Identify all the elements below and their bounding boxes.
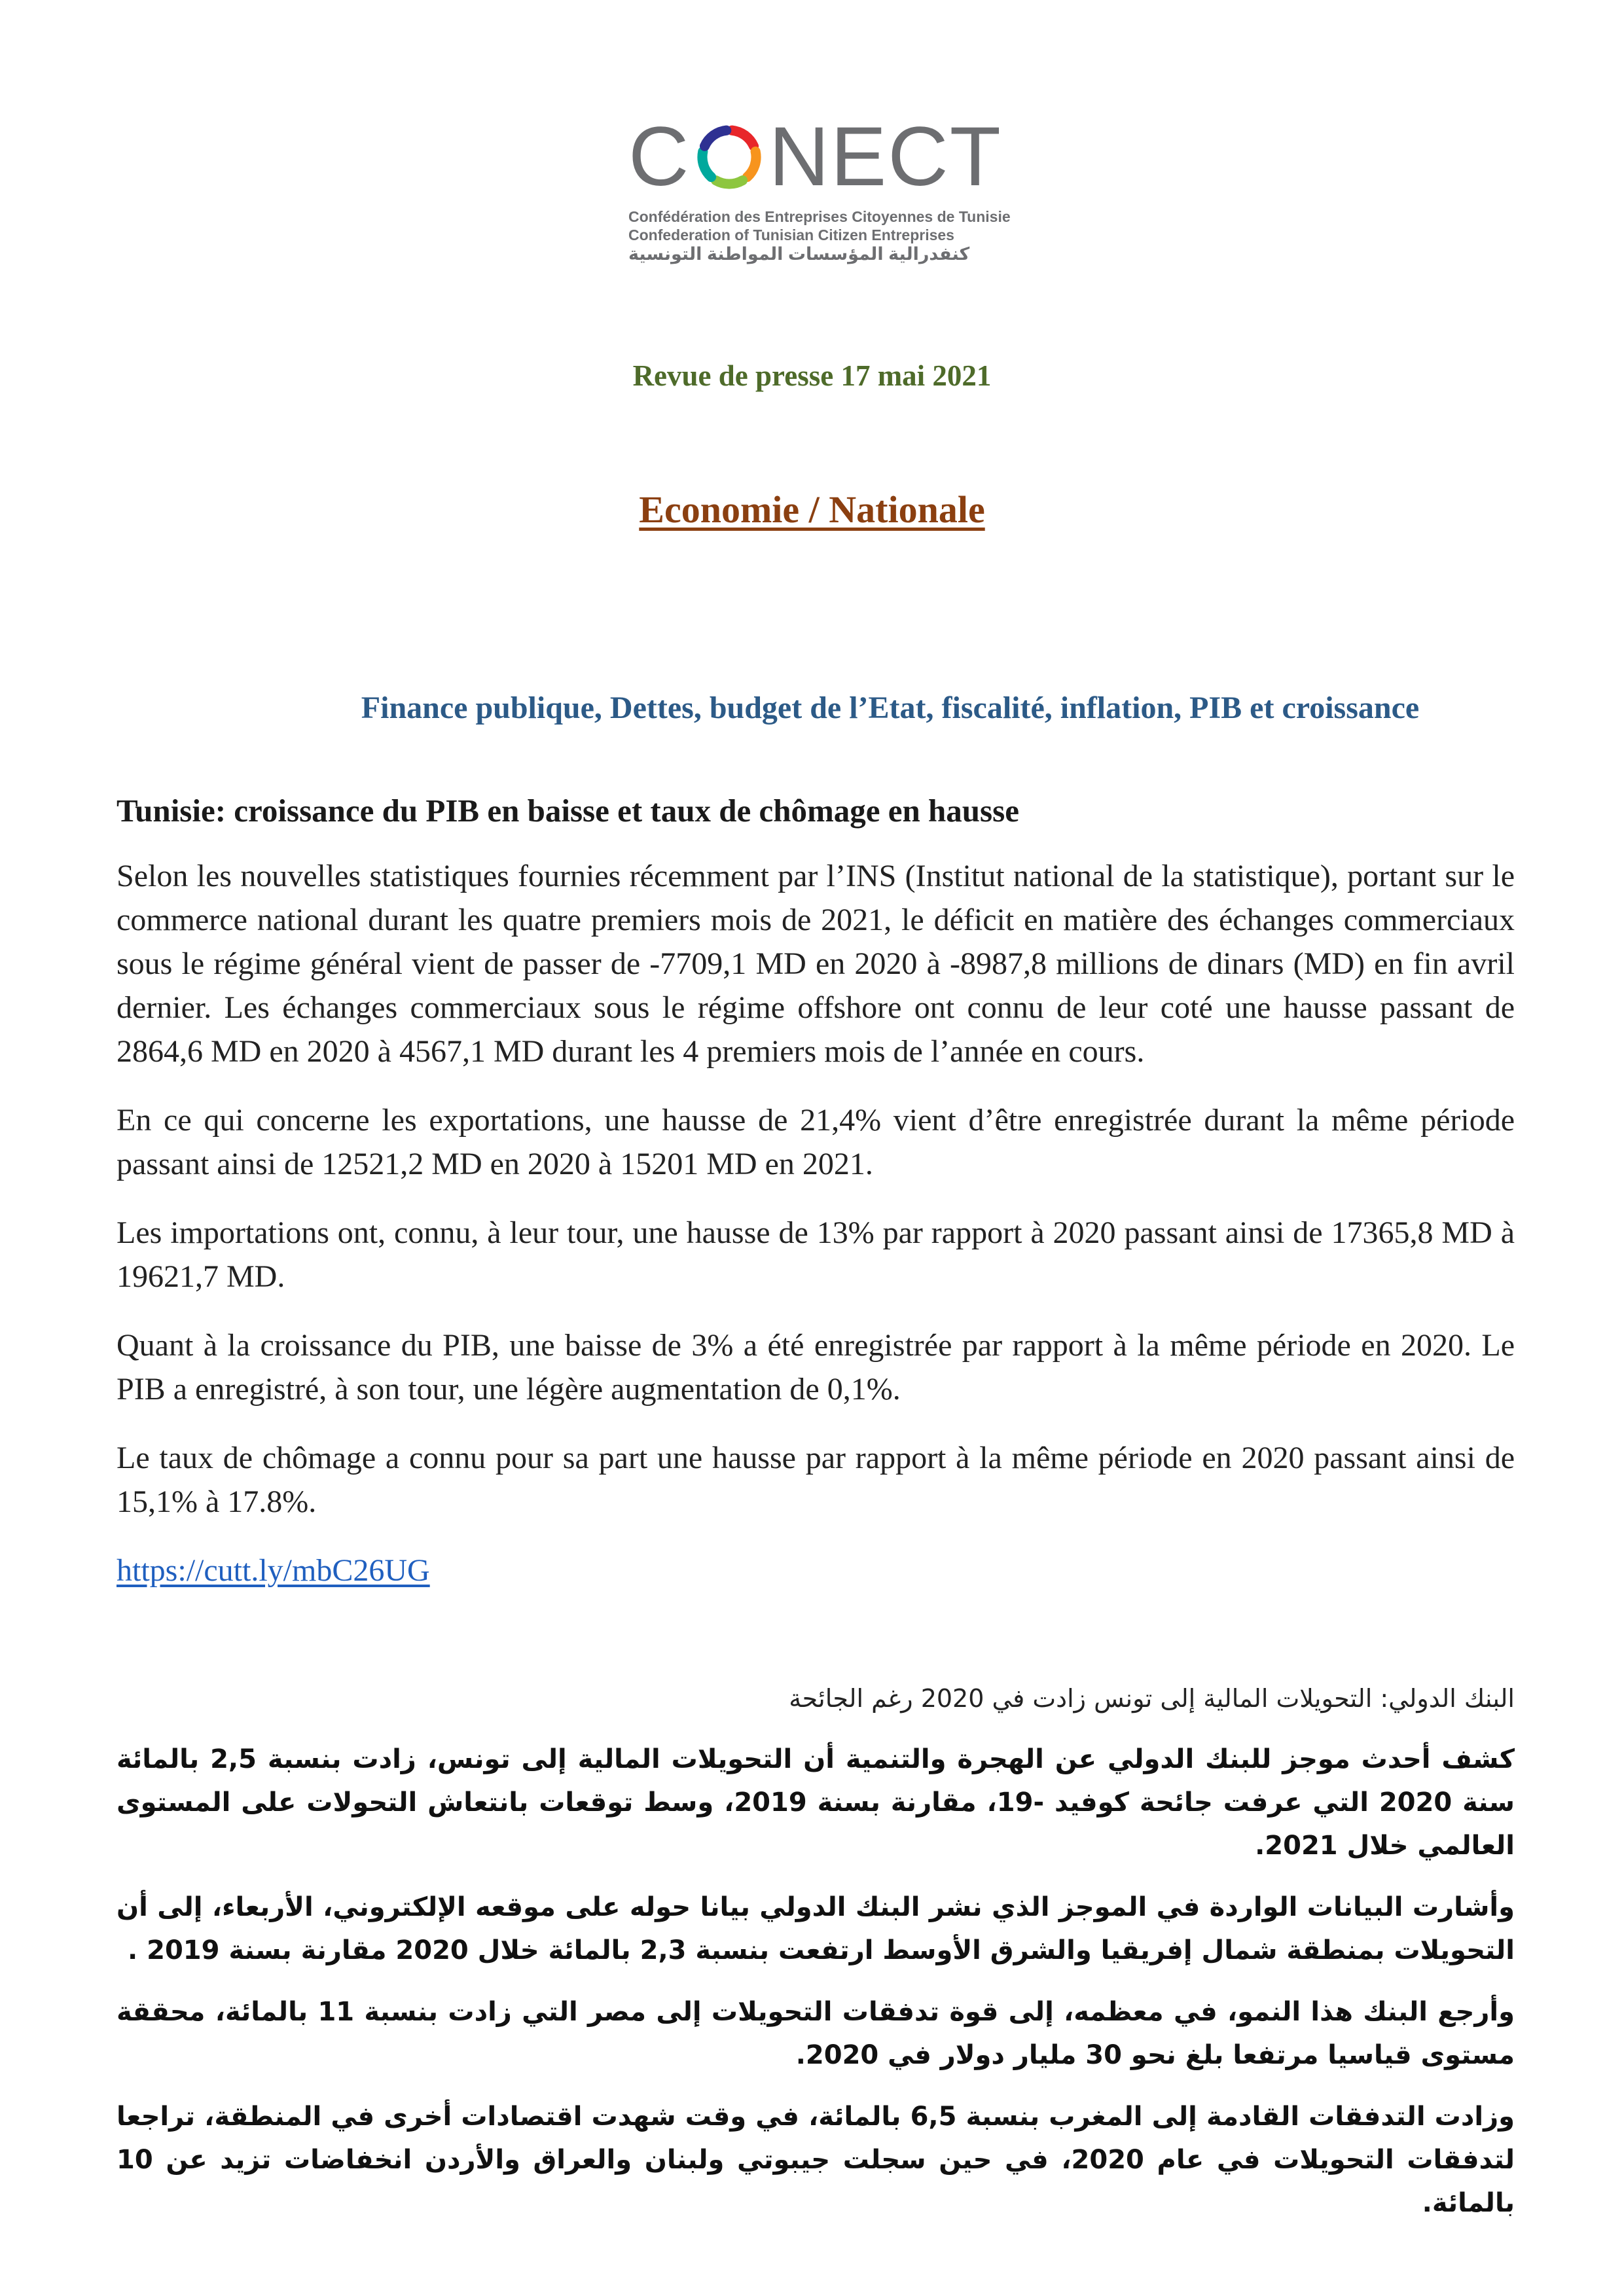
logo-tagline-en: Confederation of Tunisian Citizen Entreprises (628, 226, 954, 243)
logo-tagline-fr: Confédération des Entreprises Citoyennes de Tunisie (628, 208, 1011, 225)
logo-ring-segment (732, 130, 754, 146)
logo-wordmark (628, 110, 1002, 204)
logo-ring-segment (702, 151, 712, 177)
section-title: Economie / Nationale (639, 488, 985, 531)
article-paragraph: En ce qui concerne les exportations, une hausse de 21,4% vient d’être enregistrée durant la même période passant ainsi de 12521,2 MD en 2020 à 15201 MD en 2021. (117, 1103, 1515, 1181)
arabic-paragraph: وزادت التدفقات القادمة إلى المغرب بنسبة 6,5 بالمائة، في وقت شهدت اقتصادات أخرى في المنطقة، تراجعا لتدفقات التحويلات في عام 2020، في حين سجلت جيبوتي ولبنان والعراق والأردن انخفاضات تزيد عن 10 بالمائة. (117, 2102, 1515, 2218)
logo-wordmark-right: NECT (768, 110, 1002, 204)
category-heading: Finance publique, Dettes, budget de l’Etat, fiscalité, inflation, PIB et croissance (361, 691, 1420, 725)
logo-wordmark-left: C (628, 110, 691, 204)
article-title: Tunisie: croissance du PIB en baisse et taux de chômage en hausse (117, 793, 1019, 829)
article-body (117, 854, 1515, 1592)
arabic-article-title: البنك الدولي: التحويلات المالية إلى تونس زادت في 2020 رغم الجائحة (789, 1684, 1515, 1713)
arabic-paragraph: كشف أحدث موجز للبنك الدولي عن الهجرة والتنمية أن التحويلات المالية إلى تونس، زادت بنسبة 2,5 بالمائة سنة 2020 التي عرفت جائحة كوفيد -19، مقارنة بسنة 2019، وسط توقعات بانتعاش التحولات على المستوى العالمي خلال 2021. (117, 1744, 1515, 1861)
article-paragraph: Quant à la croissance du PIB, une baisse de 3% a été enregistrée par rapport à la même période en 2020. Le PIB a enregistré, à son tour, une légère augmentation de 0,1%. (117, 1328, 1515, 1407)
logo-ring-segment (705, 130, 727, 146)
arabic-article (117, 1679, 1515, 2243)
article-source-link[interactable]: https://cutt.ly/mbC26UG (117, 1553, 430, 1588)
logo-ring-segment (716, 181, 743, 184)
article-paragraph: Les importations ont, connu, à leur tour, une hausse de 13% par rapport à 2020 passant ainsi de 17365,8 MD à 19621,7 MD. (117, 1215, 1515, 1294)
logo-ring-icon (694, 122, 765, 192)
arabic-paragraph: وأشارت البيانات الواردة في الموجز الذي نشر البنك الدولي بيانا حوله على موقعه الإلكتروني، الأربعاء، إلى أن التحويلات بمنطقة شمال إفريقيا والشرق الأوسط ارتفعت بنسبة 2,3 بالمائة خلال 2020 مقارنة بسنة 2019 . (117, 1892, 1515, 1965)
article-paragraph: Selon les nouvelles statistiques fournies récemment par l’INS (Institut national de la statistique), portant sur le commerce national durant les quatre premiers mois de 2021, le déficit en matière des échanges commerciaux sous le régime général vient de passer de -7709,1 MD en 2020 à -8987,8 millions de dinars (MD) en fin avril dernier. Les échanges commerciaux sous le régime offshore ont connu de leur coté une hausse passant de 2864,6 MD en 2020 à 4567,1 MD durant les 4 premiers mois de l’année en cours. (117, 859, 1515, 1069)
arabic-paragraph: وأرجع البنك هذا النمو، في معظمه، إلى قوة تدفقات التحويلات إلى مصر التي زادت بنسبة 11 بالمائة، محققة مستوى قياسيا مرتفعا بلغ نحو 30 مليار دولار في 2020. (117, 1997, 1515, 2070)
article-paragraph: Le taux de chômage a connu pour sa part une hausse par rapport à la même période en 2020 passant ainsi de 15,1% à 17.8%. (117, 1441, 1515, 1519)
logo-ring-segment (748, 151, 757, 177)
conect-logo (628, 110, 1011, 265)
logo-tagline (628, 207, 1011, 264)
press-review-date: Revue de presse 17 mai 2021 (632, 359, 992, 392)
logo-tagline-ar: كنفدرالية المؤسسات المواطنة التونسية (628, 244, 970, 264)
